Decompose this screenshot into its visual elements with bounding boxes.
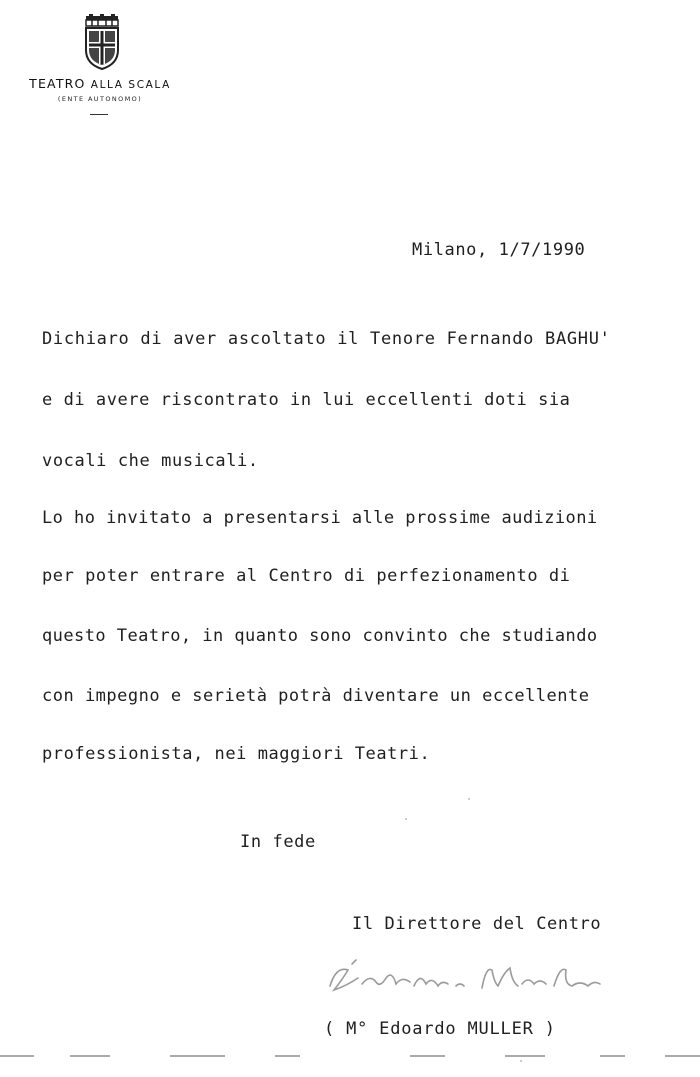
body-line-6: questo Teatro, in quanto sono convinto che studiando <box>42 626 598 646</box>
body-line-3: vocali che musicali. <box>42 451 259 471</box>
signatory-title: Il Direttore del Centro <box>352 914 602 934</box>
paper-speck <box>405 818 407 820</box>
letterhead-name-part1: TEATRO <box>29 76 86 91</box>
letterhead-name-part2: ALLA SCALA <box>90 79 171 91</box>
teatro-crest-icon <box>82 14 122 70</box>
closing: In fede <box>240 832 316 852</box>
signatory-name: ( M° Edoardo MULLER ) <box>324 1019 556 1039</box>
body-line-1: Dichiaro di aver ascoltato il Tenore Fernando BAGHU' <box>42 329 611 349</box>
body-line-5: per poter entrare al Centro di perfezionamento di <box>42 566 571 586</box>
bottom-edge-marks <box>0 1052 700 1062</box>
paper-speck <box>520 1060 522 1062</box>
body-line-8: professionista, nei maggiori Teatri. <box>42 744 431 764</box>
body-line-4: Lo ho invitato a presentarsi alle prossime audizioni <box>42 508 598 528</box>
body-line-7: con impegno e serietà potrà diventare un eccellente <box>42 686 590 706</box>
paper-speck <box>468 798 470 800</box>
letterhead-divider <box>90 114 108 115</box>
letter-date: Milano, 1/7/1990 <box>412 240 586 260</box>
letterhead-name <box>0 76 200 91</box>
body-line-2: e di avere riscontrato in lui eccellenti doti sia <box>42 390 571 410</box>
letterhead-subtitle: (ENTE AUTONOMO) <box>57 95 143 103</box>
handwritten-signature <box>322 956 612 1006</box>
